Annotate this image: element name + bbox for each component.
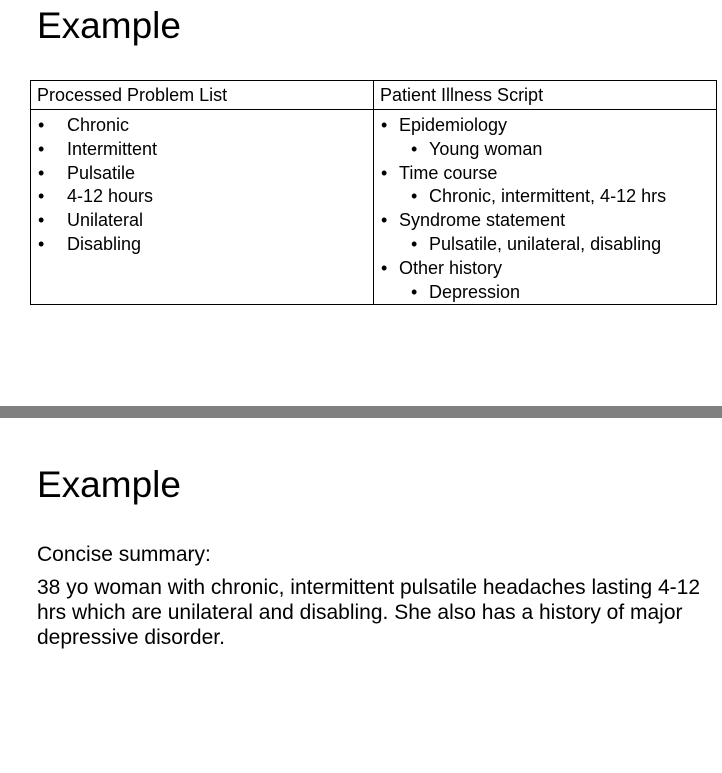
list-subitem xyxy=(380,138,710,162)
list-item-text: Chronic, intermittent, 4-12 hrs xyxy=(429,186,667,207)
list-subitem xyxy=(380,233,710,257)
list-item xyxy=(380,209,710,233)
list-item-text: Chronic xyxy=(67,115,130,135)
list-subitem xyxy=(380,185,710,209)
bullet-icon: • xyxy=(38,210,45,231)
illness-script-list xyxy=(380,114,710,304)
list-item xyxy=(37,138,367,162)
list-item-text: Depression xyxy=(429,281,521,302)
slide-example-summary xyxy=(0,418,722,773)
list-item-text: Other history xyxy=(399,257,503,278)
list-item-text: Pulsatile xyxy=(67,162,136,183)
summary-label: Concise summary: xyxy=(37,543,211,566)
list-item-text: Intermittent xyxy=(67,138,158,159)
bullet-icon: • xyxy=(411,281,418,302)
list-item xyxy=(380,162,710,186)
list-subitem xyxy=(380,281,710,305)
list-item-text: Epidemiology xyxy=(399,115,508,135)
list-item xyxy=(37,114,367,138)
bullet-icon: • xyxy=(38,233,45,254)
bullet-icon: • xyxy=(411,138,418,159)
list-item-text: Pulsatile, unilateral, disabling xyxy=(429,233,662,254)
bullet-icon: • xyxy=(38,115,45,135)
list-item xyxy=(37,233,367,257)
list-item-text: Disabling xyxy=(67,233,142,254)
list-item xyxy=(37,185,367,209)
bullet-icon: • xyxy=(411,233,418,254)
problem-table xyxy=(30,80,717,305)
summary-text: 38 yo woman with chronic, intermittent pulsatile headaches lasting 4-12 hrs which are unilateral and disabling. She also has a history of major depressive disorder. xyxy=(37,576,701,649)
list-item xyxy=(37,209,367,233)
column-header-problem-list: Processed Problem List xyxy=(31,81,374,110)
table-row xyxy=(31,110,717,305)
bullet-icon: • xyxy=(381,257,388,278)
slide-title: Example xyxy=(37,464,181,505)
bullet-icon: • xyxy=(38,186,45,207)
bullet-icon: • xyxy=(38,138,45,159)
list-item-text: Unilateral xyxy=(67,210,144,231)
bullet-icon: • xyxy=(381,115,388,135)
bullet-icon: • xyxy=(381,162,388,183)
problem-list xyxy=(37,114,367,257)
bullet-icon: • xyxy=(411,186,418,207)
list-item-text: Young woman xyxy=(429,138,543,159)
list-item xyxy=(380,257,710,281)
list-item-text: Time course xyxy=(399,162,498,183)
column-header-illness-script: Patient Illness Script xyxy=(374,81,717,110)
list-item-text: 4-12 hours xyxy=(67,186,154,207)
list-item xyxy=(380,114,710,138)
slide-title: Example xyxy=(37,5,181,46)
problem-list-cell xyxy=(31,110,374,305)
illness-script-cell xyxy=(374,110,717,305)
list-item-text: Syndrome statement xyxy=(399,210,566,231)
bullet-icon: • xyxy=(381,210,388,231)
slide-separator xyxy=(0,406,722,418)
list-item xyxy=(37,162,367,186)
bullet-icon: • xyxy=(38,162,45,183)
table-header-row xyxy=(31,81,717,110)
